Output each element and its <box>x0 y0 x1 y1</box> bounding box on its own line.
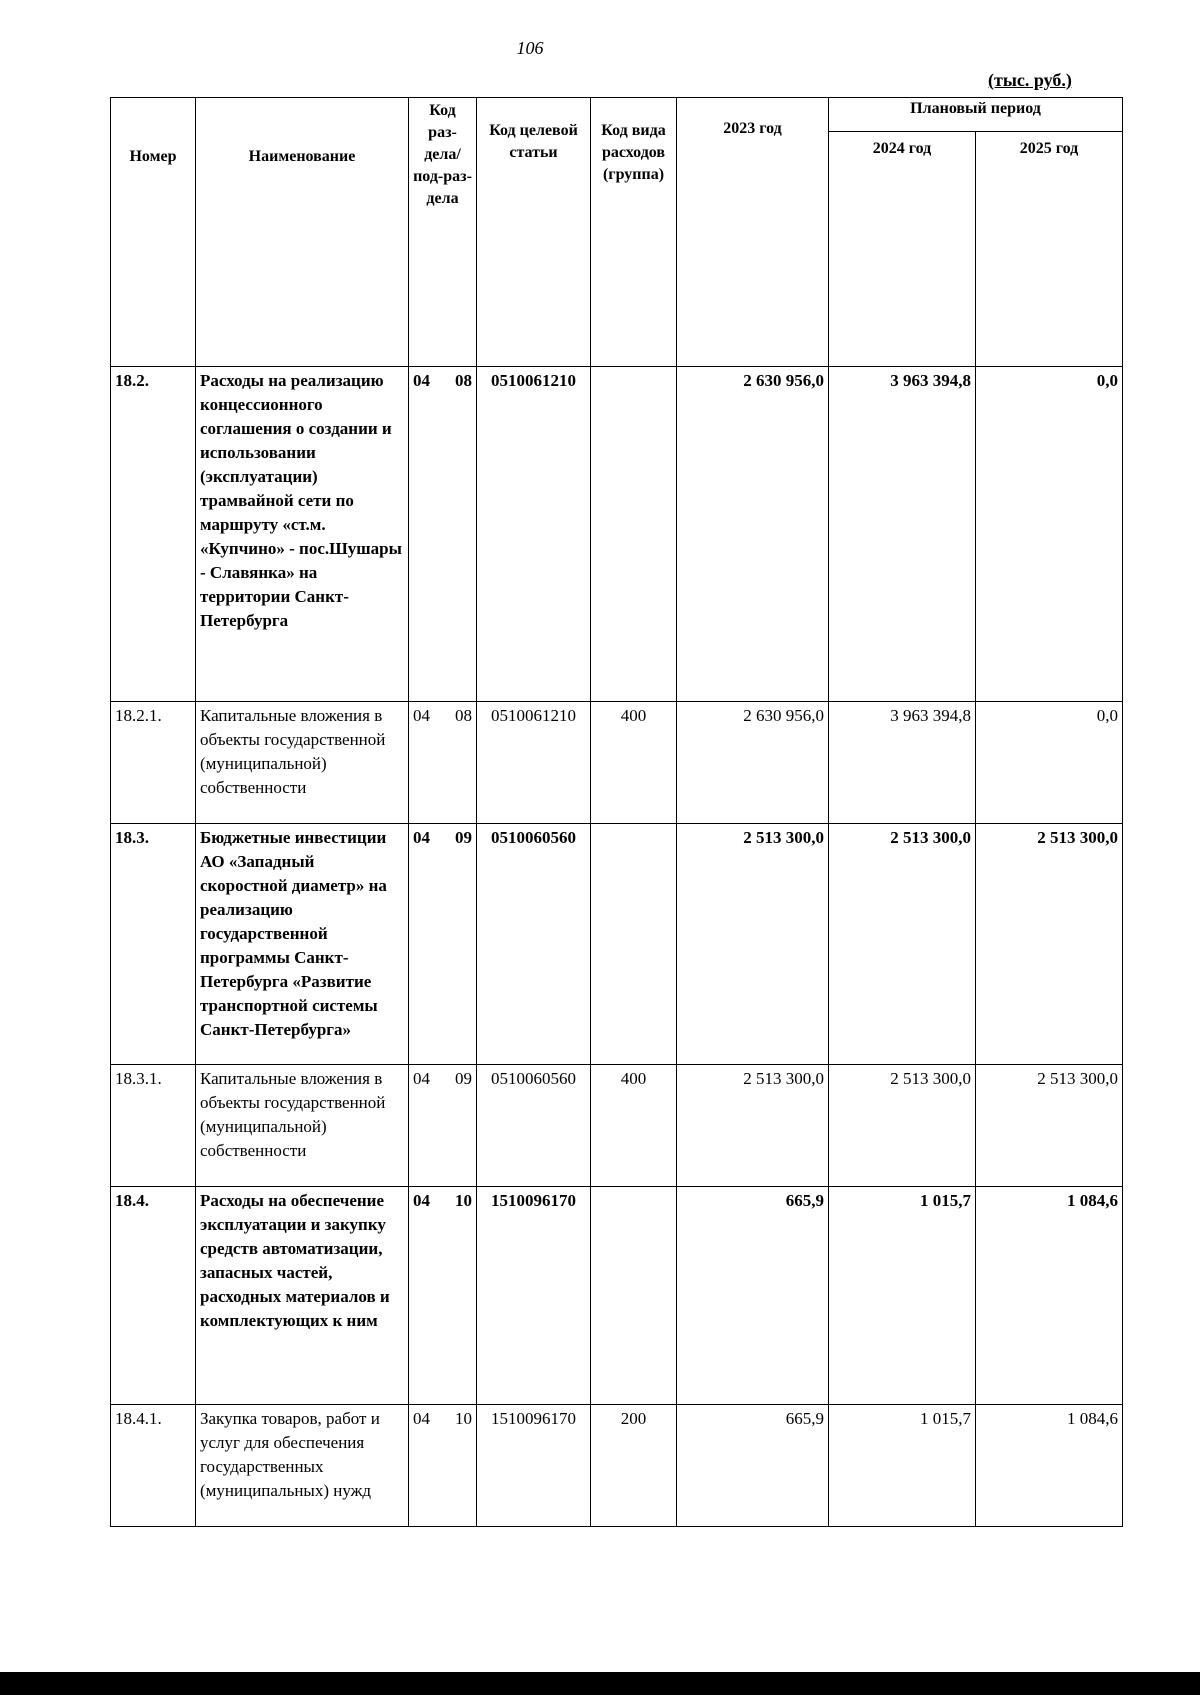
row-expense-code: 400 <box>591 1065 677 1187</box>
header-expense-code: Код вида расходов (группа) <box>591 98 677 367</box>
row-target-code: 0510060560 <box>477 1065 591 1187</box>
row-amount-2024: 2 513 300,0 <box>829 824 976 1065</box>
subsection-code: 08 <box>455 706 472 725</box>
row-target-code: 0510060560 <box>477 824 591 1065</box>
header-year-2024: 2024 год <box>829 132 976 367</box>
subsection-code: 10 <box>455 1191 472 1210</box>
subsection-code: 09 <box>455 828 472 847</box>
row-amount-2024: 1 015,7 <box>829 1405 976 1527</box>
row-section-code <box>409 702 477 824</box>
row-amount-2023: 2 513 300,0 <box>677 1065 829 1187</box>
subsection-code: 09 <box>455 1069 472 1088</box>
row-name: Капитальные вложения в объекты государственной (муниципальной) собственности <box>196 1065 409 1187</box>
section-code: 04 <box>413 1409 430 1428</box>
table-row <box>111 1405 1123 1527</box>
table-row <box>111 824 1123 1065</box>
subsection-code: 08 <box>455 371 472 390</box>
row-amount-2023: 2 513 300,0 <box>677 824 829 1065</box>
budget-table <box>110 97 1123 1527</box>
row-name: Расходы на обеспечение эксплуатации и закупку средств автоматизации, запасных частей, расходных материалов и комплектующих к ним <box>196 1187 409 1405</box>
header-section-code: Код раз-дела/ под-раз-дела <box>409 98 477 367</box>
row-number: 18.4.1. <box>111 1405 196 1527</box>
row-name: Капитальные вложения в объекты государственной (муниципальной) собственности <box>196 702 409 824</box>
row-target-code: 1510096170 <box>477 1187 591 1405</box>
row-amount-2023: 2 630 956,0 <box>677 367 829 702</box>
section-code: 04 <box>413 828 430 847</box>
scan-border <box>0 1672 1200 1695</box>
row-section-code <box>409 1065 477 1187</box>
row-amount-2023: 2 630 956,0 <box>677 702 829 824</box>
table-row <box>111 367 1123 702</box>
header-year-2023: 2023 год <box>677 98 829 367</box>
row-amount-2024: 2 513 300,0 <box>829 1065 976 1187</box>
row-section-code <box>409 1187 477 1405</box>
row-number: 18.4. <box>111 1187 196 1405</box>
row-section-code <box>409 1405 477 1527</box>
row-number: 18.3.1. <box>111 1065 196 1187</box>
row-expense-code <box>591 1187 677 1405</box>
row-amount-2025: 2 513 300,0 <box>976 824 1123 1065</box>
row-name: Расходы на реализацию концессионного соглашения о создании и использовании (эксплуатации) трамвайной сети по маршруту «ст.м. «Купчино» - пос.Шушары - Славянка» на территории Санкт-Петербурга <box>196 367 409 702</box>
row-amount-2023: 665,9 <box>677 1405 829 1527</box>
row-amount-2025: 0,0 <box>976 702 1123 824</box>
row-name: Закупка товаров, работ и услуг для обеспечения государственных (муниципальных) нужд <box>196 1405 409 1527</box>
page-number: 106 <box>516 38 544 58</box>
section-code: 04 <box>413 1069 430 1088</box>
row-number: 18.3. <box>111 824 196 1065</box>
section-code: 04 <box>413 706 430 725</box>
row-amount-2025: 0,0 <box>976 367 1123 702</box>
row-section-code <box>409 367 477 702</box>
table-row <box>111 1187 1123 1405</box>
table-row <box>111 702 1123 824</box>
row-expense-code <box>591 824 677 1065</box>
row-expense-code: 400 <box>591 702 677 824</box>
row-number: 18.2. <box>111 367 196 702</box>
units-label: (тыс. руб.) <box>988 70 1072 90</box>
header-target-code: Код целевой статьи <box>477 98 591 367</box>
row-amount-2023: 665,9 <box>677 1187 829 1405</box>
row-amount-2024: 3 963 394,8 <box>829 702 976 824</box>
row-expense-code <box>591 367 677 702</box>
row-name: Бюджетные инвестиции АО «Западный скоростной диаметр» на реализацию государственной программы Санкт-Петербурга «Развитие транспортной системы Санкт-Петербурга» <box>196 824 409 1065</box>
table-row <box>111 1065 1123 1187</box>
row-section-code <box>409 824 477 1065</box>
row-amount-2025: 1 084,6 <box>976 1187 1123 1405</box>
header-number: Номер <box>111 98 196 367</box>
row-number: 18.2.1. <box>111 702 196 824</box>
row-amount-2025: 2 513 300,0 <box>976 1065 1123 1187</box>
row-amount-2024: 3 963 394,8 <box>829 367 976 702</box>
subsection-code: 10 <box>455 1409 472 1428</box>
header-planned-period: Плановый период <box>829 98 1123 132</box>
header-name: Наименование <box>196 98 409 367</box>
header-year-2025: 2025 год <box>976 132 1123 367</box>
row-target-code: 0510061210 <box>477 367 591 702</box>
row-amount-2025: 1 084,6 <box>976 1405 1123 1527</box>
section-code: 04 <box>413 1191 430 1210</box>
row-amount-2024: 1 015,7 <box>829 1187 976 1405</box>
section-code: 04 <box>413 371 430 390</box>
row-target-code: 1510096170 <box>477 1405 591 1527</box>
row-target-code: 0510061210 <box>477 702 591 824</box>
row-expense-code: 200 <box>591 1405 677 1527</box>
